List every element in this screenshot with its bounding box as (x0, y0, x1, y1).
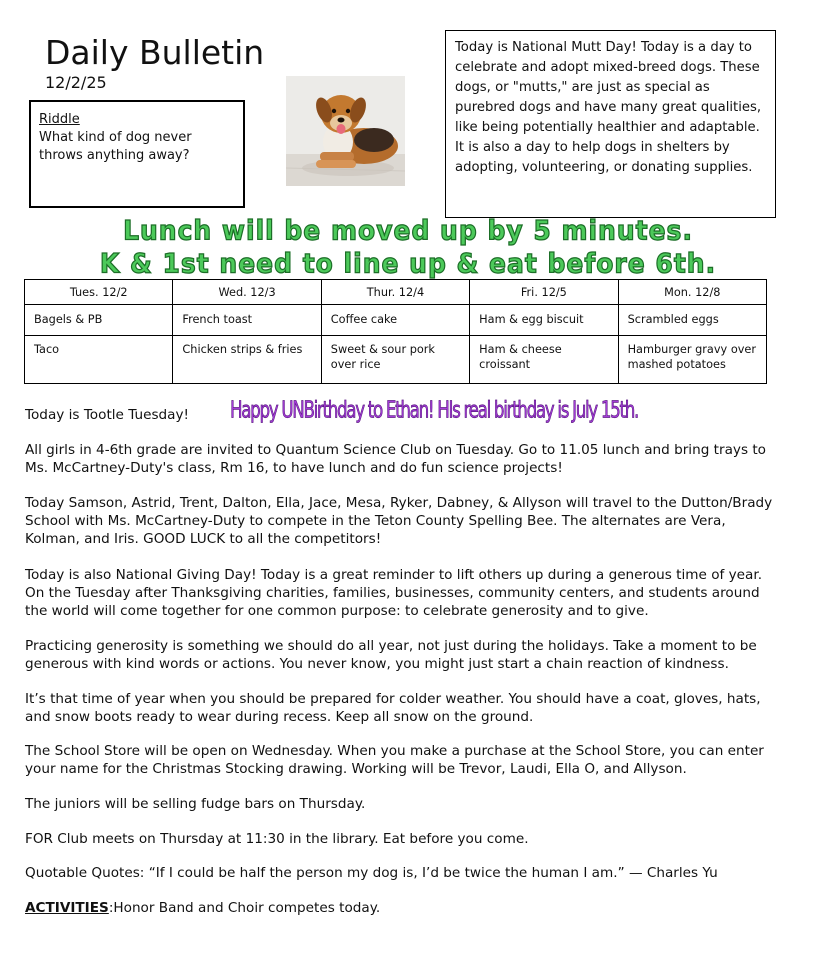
table-header-cell: Fri. 12/5 (470, 280, 618, 305)
table-header-cell: Tues. 12/2 (25, 280, 173, 305)
table-cell: French toast (173, 305, 321, 336)
activities-label: ACTIVITIES (25, 900, 109, 916)
announcement-paragraph: The juniors will be selling fudge bars on Thursday. (25, 796, 366, 812)
table-cell: Chicken strips & fries (173, 336, 321, 384)
dog-photo (286, 76, 405, 186)
lunch-banner-line-1: Lunch will be moved up by 5 minutes. (123, 215, 693, 246)
announcement-paragraph: It’s that time of year when you should be prepared for colder weather. You should have a coat, gloves, hats, and snow boots ready to wear during recess. Keep all snow on the ground. (25, 691, 761, 725)
table-row (25, 336, 767, 384)
table-row (25, 305, 767, 336)
bulletin-date: 12/2/25 (45, 73, 107, 92)
quotable-quote: Quotable Quotes: “If I could be half the person my dog is, I’d be twice the human I am.” — Charles Yu (25, 865, 718, 881)
table-cell: Taco (25, 336, 173, 384)
table-cell: Sweet & sour pork over rice (321, 336, 469, 384)
announcement-paragraph: The School Store will be open on Wednesday. When you make a purchase at the School Store, you can enter your name for the Christmas Stocking drawing. Working will be Trevor, Laudi, Ella O, and Allyson. (25, 743, 764, 777)
tootle-tuesday-text: Today is Tootle Tuesday! (25, 407, 189, 423)
activities-line (25, 899, 775, 917)
table-header-cell: Mon. 12/8 (618, 280, 766, 305)
bulletin-title: Daily Bulletin (45, 33, 265, 72)
birthday-wordart: Happy UNBirthday to Ethan! HIs real birthday is July 15th. (230, 397, 639, 424)
table-cell: Coffee cake (321, 305, 469, 336)
riddle-label: Riddle (39, 112, 80, 127)
announcement-paragraph: FOR Club meets on Thursday at 11:30 in the library. Eat before you come. (25, 831, 529, 847)
table-header-row (25, 280, 767, 305)
mutt-day-box: Today is National Mutt Day! Today is a day to celebrate and adopt mixed-breed dogs. These dogs, or "mutts," are just as special as purebred dogs and have many great qualities, like being potentially healthier and adaptable. It is also a day to help dogs in shelters by adopting, volunteering, or donating supplies. (445, 30, 776, 218)
announcement-paragraph: All girls in 4-6th grade are invited to Quantum Science Club on Tuesday. Go to 11.05 lunch and bring trays to Ms. McCartney-Duty's class, Rm 16, to have lunch and do fun science projects! (25, 442, 766, 476)
table-header-cell: Wed. 12/3 (173, 280, 321, 305)
announcement-paragraph: Today is also National Giving Day! Today is a great reminder to lift others up during a generous time of year. On the Tuesday after Thanksgiving charities, families, businesses, community centers, and students around the world will come together for one common purpose: to celebrate generosity and to give. (25, 567, 763, 619)
announcement-paragraph: Practicing generosity is something we should do all year, not just during the holidays. Take a moment to be generous with kind words or actions. You never know, you might just start a chain reaction of kindness. (25, 638, 757, 672)
table-cell: Ham & cheese croissant (470, 336, 618, 384)
table-cell: Hamburger gravy over mashed potatoes (618, 336, 766, 384)
riddle-question: What kind of dog never throws anything away? (39, 130, 192, 163)
table-header-cell: Thur. 12/4 (321, 280, 469, 305)
riddle-box (29, 100, 245, 208)
activities-text: :Honor Band and Choir competes today. (108, 900, 381, 916)
lunch-menu-table (24, 279, 767, 384)
table-cell: Ham & egg biscuit (470, 305, 618, 336)
table-cell: Scrambled eggs (618, 305, 766, 336)
table-cell: Bagels & PB (25, 305, 173, 336)
announcement-paragraph: Today Samson, Astrid, Trent, Dalton, Ella, Jace, Mesa, Ryker, Dabney, & Allyson will travel to the Dutton/Brady School with Ms. McCartney-Duty to compete in the Teton County Spelling Bee. The alternates are Vera, Kolman, and Iris. GOOD LUCK to all the competitors! (25, 495, 773, 547)
lunch-banner-line-2: K & 1st need to line up & eat before 6th. (99, 248, 717, 279)
